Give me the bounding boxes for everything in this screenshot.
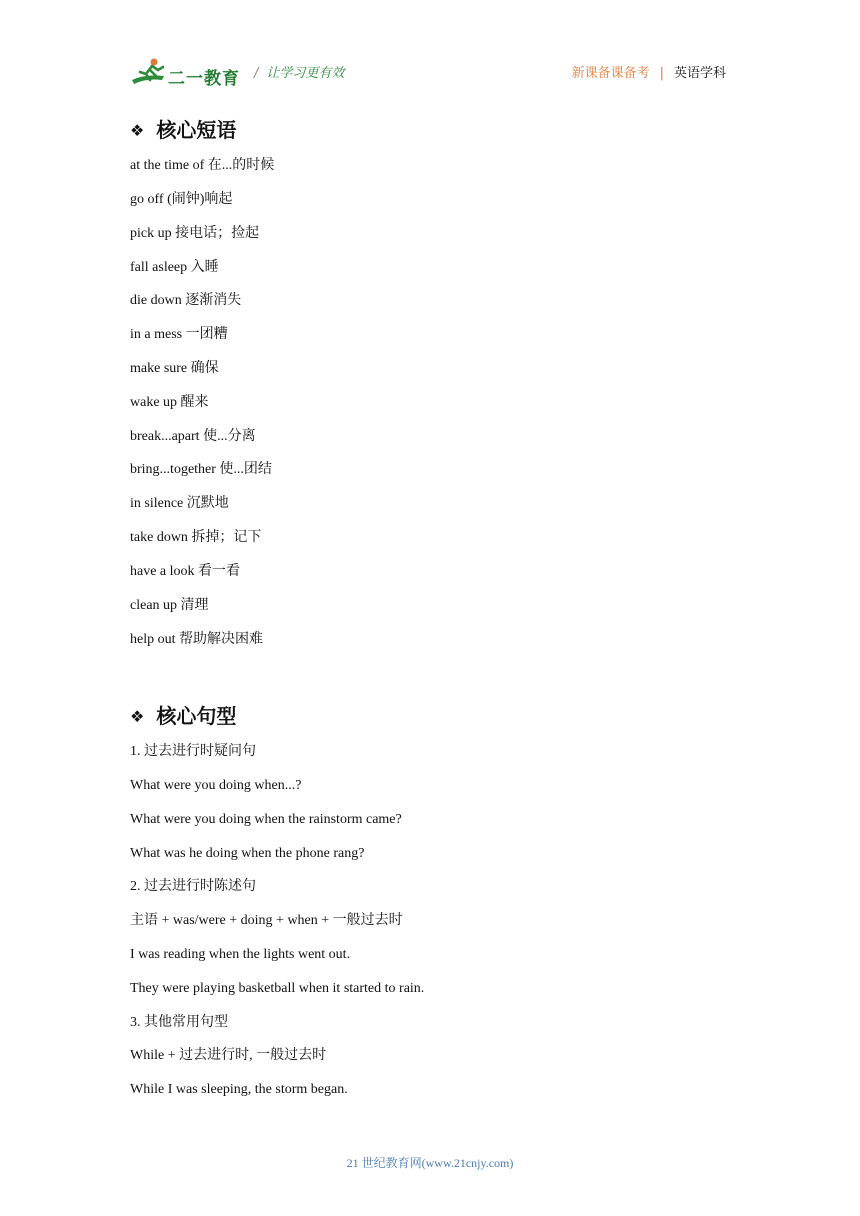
phrase-item: bring...together 使...团结 [130, 462, 272, 477]
slogan [254, 62, 344, 81]
phrase-item: fall asleep 入睡 [130, 260, 219, 275]
sentence-line: What were you doing when the rainstorm came? [130, 812, 402, 827]
section-title-phrases [130, 114, 236, 143]
header-tagline: 新课备课备考 [571, 66, 650, 81]
sentence-pattern: 主语 + was/were + doing + when + 一般过去时 [130, 913, 403, 928]
phrase-item: break...apart 使...分离 [130, 429, 256, 444]
sentence-pattern: While + 过去进行时, 一般过去时 [130, 1048, 327, 1063]
sentence-heading: 2. 过去进行时陈述句 [130, 879, 256, 894]
phrase-item: wake up 醒来 [130, 395, 209, 410]
sentence-heading: 3. 其他常用句型 [130, 1015, 228, 1030]
phrase-item: clean up 清理 [130, 598, 209, 613]
diamond-bullet-icon: ❖ [130, 121, 145, 140]
phrase-item: help out 帮助解决困难 [130, 632, 263, 647]
slogan-slash: / [254, 66, 259, 81]
sentence-line: What was he doing when the phone rang? [130, 846, 365, 861]
sentence-line: I was reading when the lights went out. [130, 947, 351, 962]
sentence-line: They were playing basketball when it started to rain. [130, 981, 425, 996]
phrase-item: make sure 确保 [130, 361, 219, 376]
page-header [130, 56, 726, 92]
sentence-line: While I was sleeping, the storm began. [130, 1082, 348, 1097]
section-title-sentences [130, 700, 236, 729]
phrase-item: die down 逐渐消失 [130, 293, 242, 308]
section-title-text: 核心短语 [156, 118, 237, 142]
header-subject: 英语学科 [673, 66, 726, 81]
section-title-text: 核心句型 [156, 704, 237, 728]
phrase-item: in a mess 一团糟 [130, 327, 228, 342]
logo [130, 56, 240, 90]
phrase-item: pick up 接电话；捡起 [130, 226, 260, 241]
slogan-text: 让学习更有效 [266, 66, 345, 81]
phrase-item: have a look 看一看 [130, 564, 241, 579]
diamond-bullet-icon: ❖ [130, 707, 145, 726]
phrase-item: in silence 沉默地 [130, 496, 229, 511]
runner-logo-icon [130, 56, 170, 90]
phrase-item: take down 拆掉；记下 [130, 530, 262, 545]
phrase-item: go off (闹钟)响起 [130, 192, 233, 207]
sentence-heading: 1. 过去进行时疑问句 [130, 744, 256, 759]
phrase-item: at the time of 在...的时候 [130, 158, 275, 173]
page-footer: 21 世纪教育网(www.21cnjy.com) [346, 1156, 514, 1170]
sentence-line: What were you doing when...? [130, 778, 302, 793]
logo-text: 二一教育 [168, 69, 240, 89]
header-right [572, 62, 726, 81]
header-separator: | [659, 66, 664, 81]
